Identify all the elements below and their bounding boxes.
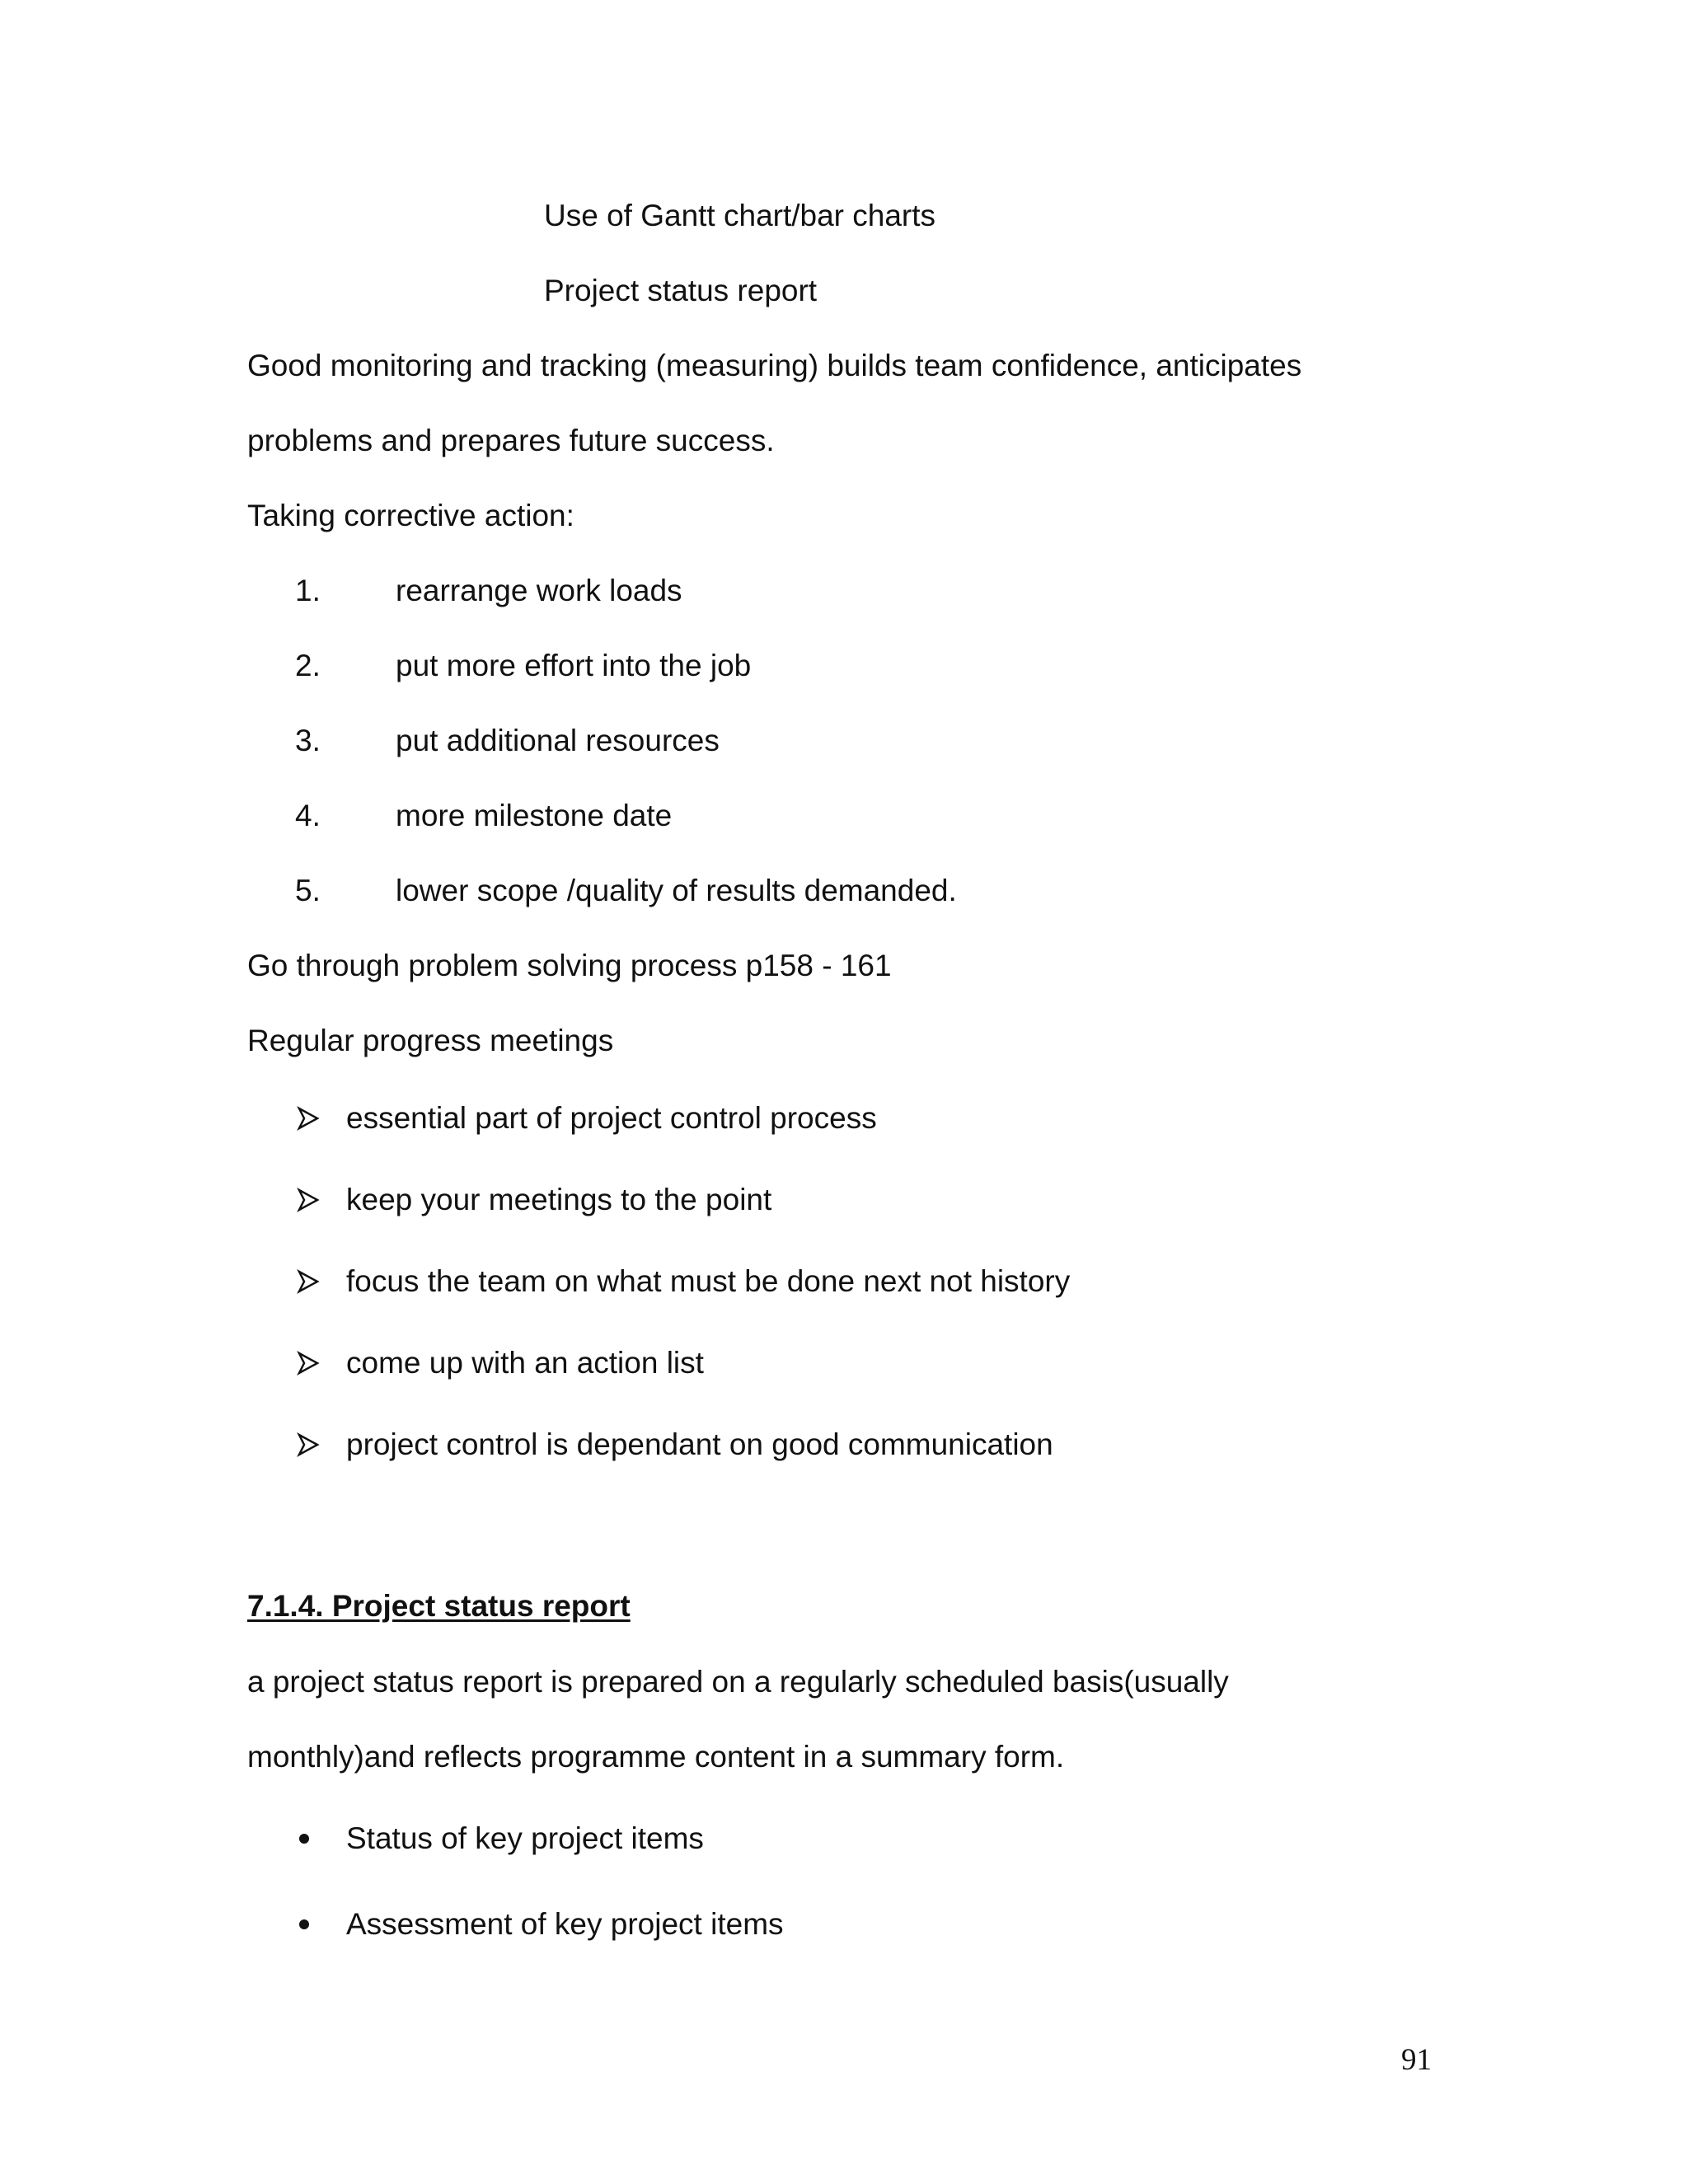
list-item: more milestone date <box>396 799 673 832</box>
corrective-heading: Taking corrective action: <box>247 499 574 532</box>
list-item: put more effort into the job <box>396 649 752 682</box>
arrow-bullet-icon <box>297 1263 320 1300</box>
paragraph-line: a project status report is prepared on a regularly scheduled basis(usually <box>247 1665 1229 1699</box>
list-item: project control is dependant on good communication <box>346 1427 1053 1461</box>
paragraph-line: Good monitoring and tracking (measuring) builds team confidence, anticipates <box>247 349 1302 382</box>
list-number: 1. <box>295 574 321 607</box>
list-number: 2. <box>295 649 321 682</box>
arrow-bullet-icon <box>297 1182 320 1218</box>
list-number: 3. <box>295 724 321 757</box>
top-item: Project status report <box>544 274 818 307</box>
list-item: Assessment of key project items <box>346 1907 784 1941</box>
paragraph-line: problems and prepares future success. <box>247 424 775 457</box>
section-heading: 7.1.4. Project status report <box>247 1589 631 1623</box>
arrow-bullet-icon <box>297 1427 320 1463</box>
bullet-dot-icon <box>299 1919 309 1929</box>
paragraph-line: monthly)and reflects programme content in a summary form. <box>247 1740 1065 1774</box>
list-item: Status of key project items <box>346 1821 704 1855</box>
list-number: 5. <box>295 874 321 907</box>
meetings-heading: Regular progress meetings <box>247 1024 614 1057</box>
list-item: rearrange work loads <box>396 574 682 607</box>
list-item: keep your meetings to the point <box>346 1183 772 1216</box>
bullet-dot-icon <box>299 1834 309 1844</box>
list-item: come up with an action list <box>346 1346 704 1380</box>
arrow-bullet-icon <box>297 1100 320 1137</box>
list-item: lower scope /quality of results demanded. <box>396 874 957 907</box>
list-number: 4. <box>295 799 321 832</box>
list-item: put additional resources <box>396 724 720 757</box>
list-item: essential part of project control process <box>346 1101 877 1135</box>
page-number: 91 <box>1401 2043 1432 2077</box>
problem-solving-text: Go through problem solving process p158 - 161 <box>247 949 892 982</box>
arrow-bullet-icon <box>297 1345 320 1381</box>
list-item: focus the team on what must be done next not history <box>346 1264 1071 1298</box>
top-item: Use of Gantt chart/bar charts <box>544 199 936 232</box>
